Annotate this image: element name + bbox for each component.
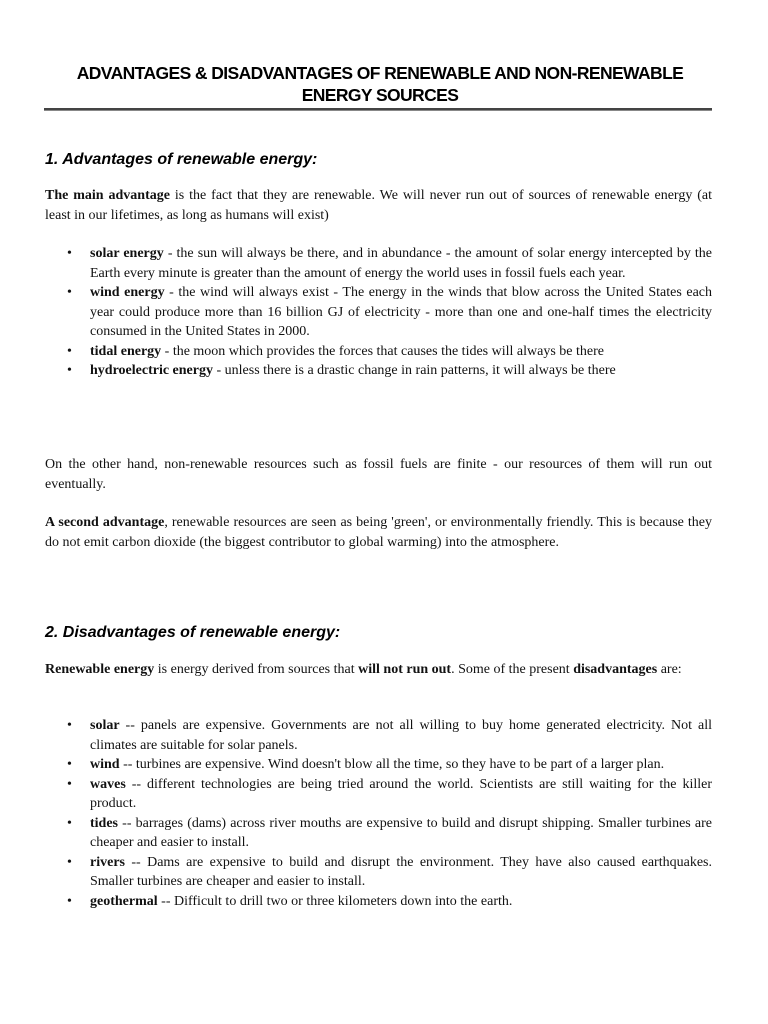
section1-intro-bold: The main advantage — [45, 188, 170, 203]
item-text: -- Difficult to drill two or three kilometers down into the earth. — [157, 893, 513, 909]
intro-bold: will not run out — [358, 662, 452, 677]
section2-intro — [45, 660, 712, 680]
title-line-1: ADVANTAGES & DISADVANTAGES OF RENEWABLE AND NON-RENEWABLE — [76, 63, 684, 83]
other-hand-paragraph: On the other hand, non-renewable resources such as fossil fuels are finite - our resources of them will run out eventually. — [45, 457, 712, 492]
intro-bold: Renewable energy — [45, 662, 155, 677]
list-item — [45, 283, 712, 342]
bullet-icon: • — [67, 757, 72, 772]
title-line-2: ENERGY SOURCES — [301, 85, 459, 105]
bullet-icon: • — [67, 815, 72, 831]
intro-text: are: — [657, 662, 682, 677]
intro-text: is energy derived from sources that — [154, 662, 359, 677]
item-term: waves — [90, 776, 126, 792]
item-text: -- barrages (dams) across river mouths are expensive to build and disrupt shipping. Smaller turbines are cheaper and easier to install. — [90, 815, 712, 850]
advantages-list — [45, 244, 712, 381]
item-term: tides — [90, 815, 118, 831]
item-term: tidal energy — [90, 343, 162, 359]
list-item — [45, 775, 712, 814]
title-divider — [44, 108, 712, 111]
bullet-icon: • — [67, 854, 72, 870]
list-item — [45, 892, 712, 912]
second-advantage-bold: A second advantage — [45, 515, 165, 530]
bullet-icon: • — [67, 285, 72, 300]
item-text: - the moon which provides the forces that causes the tides will always be there — [161, 343, 604, 359]
item-term: solar — [90, 718, 120, 733]
bullet-icon: • — [67, 246, 72, 261]
bullet-icon: • — [67, 718, 72, 733]
bullet-icon: • — [67, 363, 72, 378]
list-item — [45, 853, 712, 892]
intro-text: . Some of the present — [451, 662, 574, 677]
section2-heading: 2. Disadvantages of renewable energy: — [45, 624, 341, 641]
intro-bold: disadvantages — [573, 662, 658, 677]
item-text: - the wind will always exist - The energy in the winds that blow across the United States each year could produce more than 16 billion GJ of electricity - more than one and one-half times the electricity consumed in the United States in 2000. — [90, 285, 712, 339]
list-item — [45, 814, 712, 853]
item-text: - unless there is a drastic change in rain patterns, it will always be there — [212, 363, 616, 378]
list-item — [45, 361, 712, 381]
list-item — [45, 755, 712, 775]
list-item — [45, 716, 712, 755]
list-item — [45, 244, 712, 283]
second-advantage-paragraph — [45, 513, 712, 552]
bullet-icon: • — [67, 893, 72, 909]
item-text: - the sun will always be there, and in abundance - the amount of solar energy intercepted by the Earth every minute is greater than the amount of energy the world uses in fossil fuels each year. — [90, 246, 712, 281]
bullet-icon: • — [67, 776, 72, 792]
item-text: -- turbines are expensive. Wind doesn't blow all the time, so they have to be part of a larger plan. — [119, 757, 665, 772]
document-title — [40, 62, 720, 106]
item-term: rivers — [90, 854, 125, 870]
section1-intro — [45, 186, 712, 225]
item-term: wind energy — [90, 285, 165, 300]
item-term: geothermal — [90, 893, 158, 909]
item-term: solar energy — [90, 246, 164, 261]
item-term: wind — [90, 757, 120, 772]
item-term: hydroelectric energy — [90, 363, 213, 378]
second-advantage-text: , renewable resources are seen as being 'green', or environmentally friendly. This is because they do not emit carbon dioxide (the biggest contributor to global warming) into the atmosphere. — [45, 515, 713, 550]
section1-heading: 1. Advantages of renewable energy: — [45, 151, 318, 168]
section1-intro-text: is the fact that they are renewable. We will never run out of sources of renewable energy (at least in our lifetimes, as long as humans will exist) — [45, 188, 713, 223]
disadvantages-list — [45, 716, 712, 911]
item-text: -- different technologies are being tried around the world. Scientists are still waiting for the killer product. — [90, 776, 712, 811]
list-item — [45, 342, 712, 362]
item-text: -- panels are expensive. Governments are not all willing to buy home generated electricity. Not all climates are suitable for solar panels. — [90, 718, 712, 753]
bullet-icon: • — [67, 343, 72, 359]
item-text: -- Dams are expensive to build and disrupt the environment. They have also caused earthquakes. Smaller turbines are cheaper and easier to install. — [90, 854, 712, 889]
